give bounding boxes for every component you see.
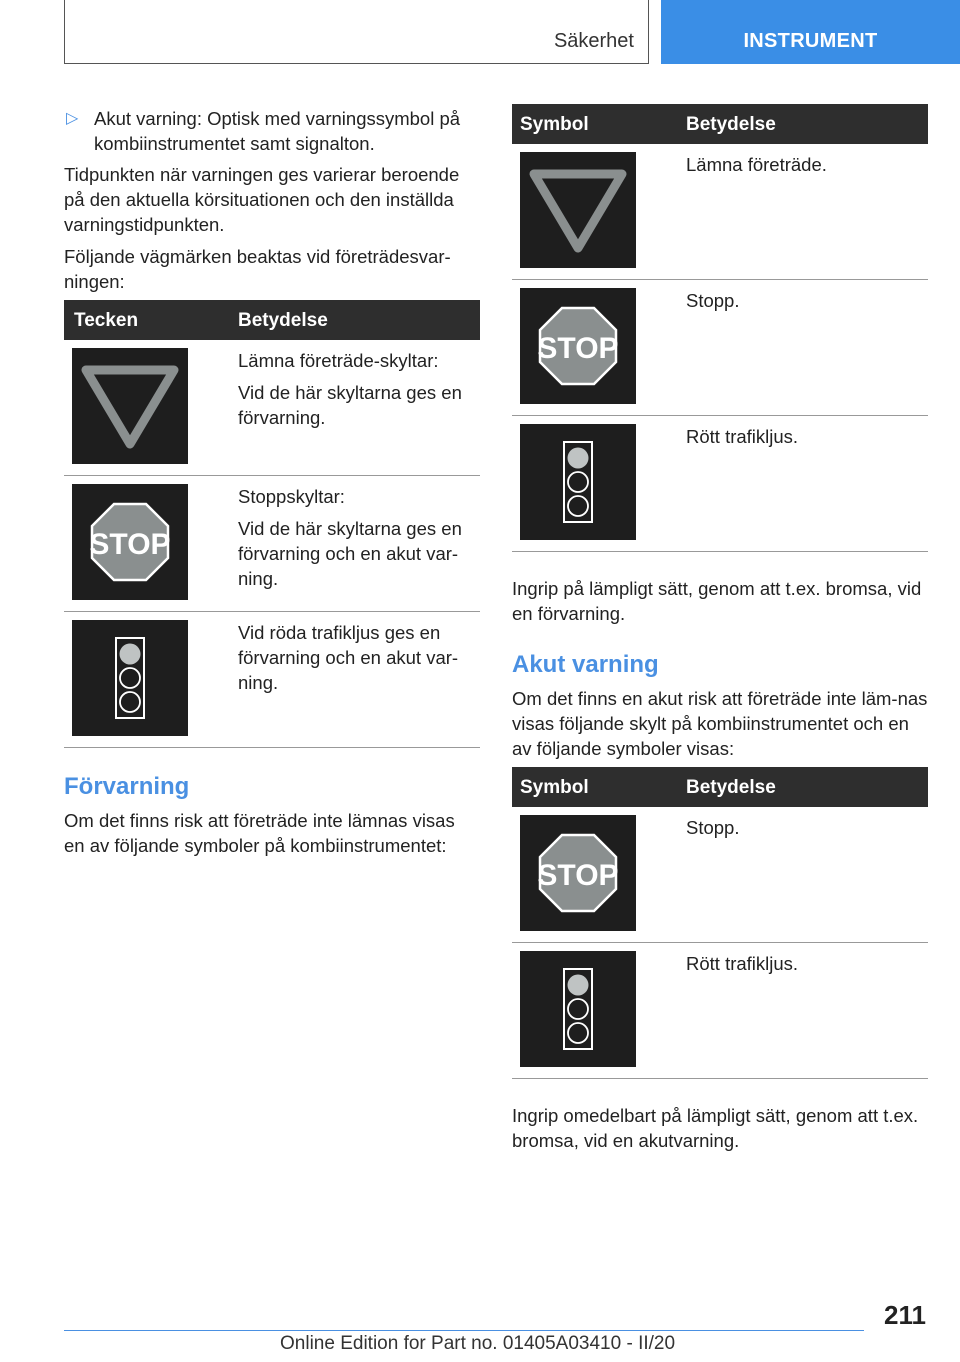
heading-akut-varning: Akut varning <box>512 651 659 678</box>
row-meaning-line: Vid de här skyltarna ges en förvarning. <box>238 382 462 428</box>
stop-sign-icon <box>72 484 188 600</box>
left-bullet <box>64 106 480 156</box>
page-number: 211 <box>884 1300 926 1330</box>
yield-sign-icon <box>72 348 188 464</box>
right-para-1: Ingrip på lämpligt sätt, genom att t.ex. bromsa, vid en förvarning. <box>512 578 922 624</box>
row-meaning: Stopp. <box>686 817 740 838</box>
right-para-2: Ingrip omedelbart på lämpligt sätt, genom att t.ex. bromsa, vid en akutvarning. <box>512 1105 919 1151</box>
header-chapter-label: INSTRUMENT <box>743 30 878 52</box>
traffic-light-icon <box>520 424 636 540</box>
stop-sign-text: STOP <box>537 859 619 892</box>
right-table-1-header <box>512 104 928 144</box>
left-para-1: Tidpunkten när varningen ges varierar beroende på den aktuella körsituationen och den inställda varningstidpunkten. <box>64 164 460 235</box>
stop-sign-icon <box>520 815 636 931</box>
table-row <box>512 943 928 1079</box>
row-meaning: Rött trafikljus. <box>686 953 799 974</box>
row-meaning: Lämna företräde. <box>686 154 827 175</box>
right-table-2-header <box>512 767 928 807</box>
left-para-2: Följande vägmärken beaktas vid företrädesvar‐ningen: <box>64 246 451 292</box>
table-row <box>512 144 928 280</box>
header-section-box <box>64 0 649 64</box>
header-chapter-tab[interactable] <box>661 0 960 64</box>
col-header-symbol: Symbol <box>520 777 589 798</box>
col-header-symbol: Symbol <box>520 114 589 135</box>
row-meaning-line: Vid röda trafikljus ges en förvarning och en akut var‐ning. <box>238 622 459 693</box>
akut-varning-para: Om det finns en akut risk att företräde inte läm‐nas visas följande skylt på kombiinstrumentet och en av följande symboler visas: <box>512 688 928 759</box>
row-meaning-line: Lämna företräde-skyltar: <box>238 350 439 371</box>
table-row <box>64 612 480 748</box>
bullet-triangle-icon: ▷ <box>66 110 79 127</box>
bullet-text: Akut varning: Optisk med varningssymbol på kombiinstrumentet samt signalton. <box>94 108 461 154</box>
table-row <box>64 476 480 612</box>
col-header-betydelse: Betydelse <box>238 310 328 331</box>
table-row <box>64 340 480 476</box>
header-section-label: Säkerhet <box>553 30 634 52</box>
row-meaning: Stopp. <box>686 290 740 311</box>
table-row <box>512 807 928 943</box>
forvarning-para: Om det finns risk att företräde inte lämnas visas en av följande symboler på kombiinstrumentet: <box>64 810 455 856</box>
row-meaning-line: Vid de här skyltarna ges en förvarning och en akut var‐ning. <box>238 518 462 589</box>
footer-edition: Online Edition for Part no. 01405A03410 - II/20 <box>280 1333 676 1354</box>
stop-sign-icon <box>520 288 636 404</box>
table-row <box>512 280 928 416</box>
col-header-tecken: Tecken <box>74 310 139 331</box>
stop-sign-text: STOP <box>537 332 619 365</box>
traffic-light-icon <box>72 620 188 736</box>
left-table-header <box>64 300 480 340</box>
heading-forvarning: Förvarning <box>64 773 190 800</box>
row-meaning: Rött trafikljus. <box>686 426 799 447</box>
row-meaning-line: Stoppskyltar: <box>238 486 345 507</box>
footer-divider <box>64 1330 864 1331</box>
stop-sign-text: STOP <box>89 528 171 561</box>
col-header-betydelse: Betydelse <box>686 114 776 135</box>
col-header-betydelse: Betydelse <box>686 777 776 798</box>
traffic-light-icon <box>520 951 636 1067</box>
yield-sign-icon <box>520 152 636 268</box>
table-row <box>512 416 928 552</box>
